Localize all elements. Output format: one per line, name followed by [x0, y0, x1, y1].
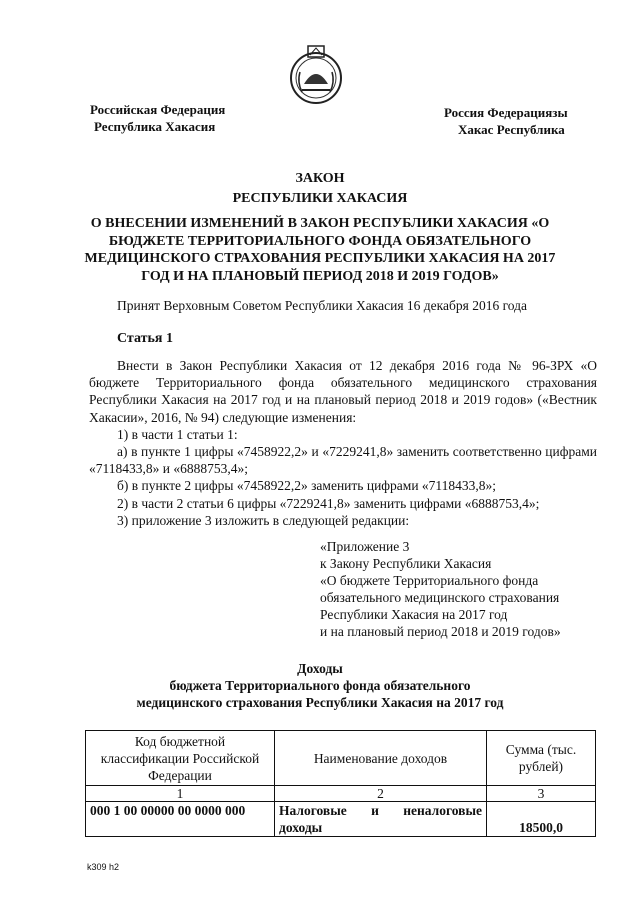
- row-name-line1: Налоговые и неналоговые: [279, 803, 482, 818]
- header-left-line1: Российская Федерация: [90, 102, 226, 117]
- hakassia-emblem: [288, 42, 344, 108]
- table-column-numbers: [86, 786, 596, 802]
- appendix-line: «Приложение 3: [320, 539, 410, 554]
- article-item-1: 1) в части 1 статьи 1:: [117, 426, 238, 442]
- header-right-line1: Россия Федерациязы: [444, 105, 568, 120]
- article-item-1b: б) в пункте 2 цифры «7458922,2» заменить цифрами «7118433,8»;: [117, 478, 497, 494]
- header-amount: Сумма (тыс. рублей): [487, 731, 596, 786]
- income-title-line2: бюджета Территориального фонда обязательного: [169, 678, 471, 693]
- footer-doc-code: k309 h2: [87, 862, 120, 872]
- article-heading: Статья 1: [117, 331, 173, 346]
- article-item-3: 3) приложение 3 изложить в следующей редакции:: [117, 512, 410, 528]
- header-left: [90, 101, 225, 135]
- appendix-line: к Закону Республики Хакасия: [320, 556, 492, 571]
- row-name-line2: доходы: [279, 820, 323, 835]
- law-title-line2: РЕСПУБЛИКИ ХАКАСИЯ: [232, 191, 408, 206]
- appendix-line: и на плановый период 2018 и 2019 годов»: [320, 624, 561, 639]
- appendix-line: обязательного медицинского страхования: [320, 590, 560, 605]
- income-title-line3: медицинского страхования Республики Хакасия на 2017 год: [136, 695, 504, 710]
- law-title-line1: ЗАКОН: [295, 171, 345, 186]
- header-left-line2: Республика Хакасия: [94, 119, 216, 134]
- law-title: [0, 169, 640, 209]
- income-title: [90, 660, 550, 711]
- article-item-1a: а) в пункте 1 цифры «7458922,2» и «7229241,8» заменить соответственно цифрами «7118433,8» и «6888753,4»;: [89, 444, 597, 477]
- appendix-line: Республики Хакасия на 2017 год: [320, 607, 508, 622]
- header-right: [444, 104, 568, 138]
- row-name: [275, 802, 487, 837]
- header-income-name: Наименование доходов: [275, 731, 487, 786]
- table-header-row: [86, 731, 596, 786]
- table-row: [86, 802, 596, 837]
- income-title-line1: Доходы: [297, 661, 343, 676]
- appendix-line: «О бюджете Территориального фонда: [320, 573, 539, 588]
- article-body: [89, 357, 597, 529]
- income-table: [85, 730, 596, 837]
- row-code: 000 1 00 00000 00 0000 000: [86, 802, 275, 837]
- column-number: 3: [487, 786, 596, 802]
- column-number: 2: [275, 786, 487, 802]
- law-subject: О ВНЕСЕНИИ ИЗМЕНЕНИЙ В ЗАКОН РЕСПУБЛИКИ ХАКАСИЯ «О БЮДЖЕТЕ ТЕРРИТОРИАЛЬНОГО ФОНДА ОБЯЗАТЕЛЬНОГО МЕДИЦИНСКОГО СТРАХОВАНИЯ РЕСПУБЛИКИ ХАКАСИЯ НА 2017 ГОД И НА ПЛАНОВЫЙ ПЕРИОД 2018 И 2019 ГОДОВ»: [84, 216, 556, 284]
- column-number: 1: [86, 786, 275, 802]
- article-intro: Внести в Закон Республики Хакасия от 12 декабря 2016 года № 96-ЗРХ «О бюджете Территориального фонда обязательного медицинского страхования Республики Хакасия на 2017 год и на плановый период 2018 и 2019 годов» («Вестник Хакасии», 2016, № 94) следующие изменения:: [89, 358, 597, 425]
- header-right-line2: Хакас Республика: [458, 122, 565, 137]
- article-item-2: 2) в части 2 статьи 6 цифры «7229241,8» заменить цифрами «6888753,4»;: [117, 495, 540, 511]
- row-amount: 18500,0: [487, 802, 596, 837]
- header-budget-code: Код бюджетной классификации Российской Федерации: [86, 731, 275, 786]
- appendix-reference: [320, 538, 561, 640]
- adoption-note: Принят Верховным Советом Республики Хакасия 16 декабря 2016 года: [117, 298, 527, 313]
